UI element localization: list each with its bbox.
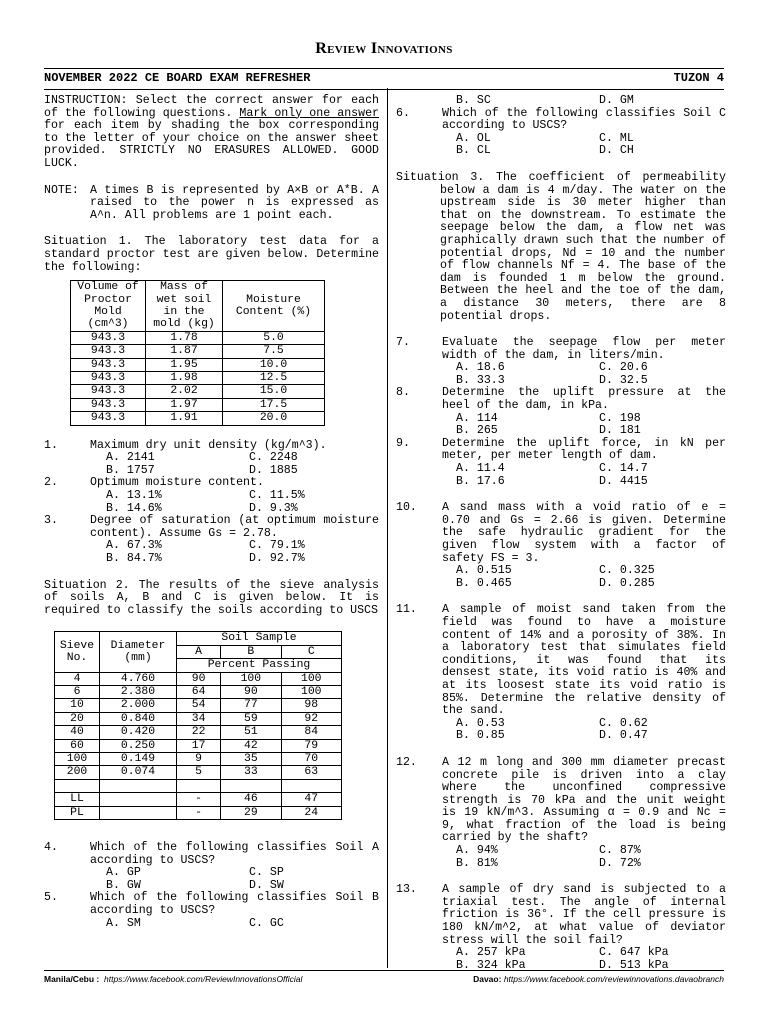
table-cell: 47 [281, 793, 341, 806]
table-row [71, 371, 325, 384]
question-number: 5. [44, 891, 58, 905]
question-text: Degree of saturation (at optimum moisture content). Assume Gs = 2.78. [90, 514, 379, 540]
table-cell [100, 779, 177, 792]
column-divider [387, 88, 388, 968]
table-cell: 40 [55, 726, 100, 739]
table-cell: 33 [221, 766, 281, 779]
choice-d[interactable]: D. GM [599, 94, 634, 107]
table-header: B [221, 645, 281, 658]
exam-title: NOVEMBER 2022 CE BOARD EXAM REFRESHER [44, 71, 311, 85]
footer [44, 970, 724, 984]
choice-b[interactable]: B. 324 kPa [456, 958, 526, 972]
choice-c[interactable]: C. 647 kPa [599, 946, 669, 960]
table-row [55, 752, 342, 765]
choice-b[interactable]: B. 33.3 [456, 373, 505, 387]
question-number: 7. [396, 336, 410, 350]
table-cell: - [177, 806, 221, 819]
table-cell: 1.78 [146, 331, 223, 344]
table-header: Sieve No. [55, 632, 100, 672]
questions-7-13 [396, 337, 726, 972]
question-number: 9. [396, 436, 410, 450]
table-cell: 5 [177, 766, 221, 779]
question-number: 6. [396, 106, 410, 120]
question [396, 387, 726, 437]
choice-b[interactable]: B. 14.6% [106, 501, 162, 515]
table-cell: 10 [55, 699, 100, 712]
table-cell: 2.380 [100, 685, 177, 698]
choice-a[interactable]: A. 94% [456, 844, 498, 858]
choice-d[interactable]: D. SW [249, 878, 284, 892]
table-header: Soil Sample [177, 632, 342, 645]
question-text: A sand mass with a void ratio of e = 0.70 and Gs = 2.66 is given. Determine the safe hydraulic gradient for the given flow system with a factor of safety FS = 3. [442, 501, 726, 565]
table-cell: 1.91 [146, 412, 223, 425]
table-cell: 1.95 [146, 358, 223, 371]
question-number: 3. [44, 514, 58, 528]
question-text: Which of the following classifies Soil B according to USCS? [90, 891, 379, 917]
table-cell: 92 [281, 712, 341, 725]
question [44, 842, 379, 892]
table-cell: 1.97 [146, 398, 223, 411]
table-cell: 51 [221, 726, 281, 739]
choice-a[interactable]: A. 13.1% [106, 488, 162, 502]
question [44, 477, 379, 515]
situation-3: Situation 3. The coefficient of permeability below a dam is 4 m/day. The water on the upstream side is 30 meter higher than that on the downstream. To estimate the seepage below the dam, a flow net was graphically drawn such that the number of potential drops, Nd = 10 and the number of flow channels Nf = 4. The base of the dam is founded 1 m below the ground. Between the heel and the toe of the dam, a distance 30 meters, there are 8 potential drops. [396, 170, 726, 323]
table-cell: 29 [221, 806, 281, 819]
table-row [71, 345, 325, 358]
question [44, 440, 379, 478]
footer-right-url[interactable]: https://www.facebook.com/reviewinnovations.davaobranch [503, 974, 724, 984]
table-cell: 84 [281, 726, 341, 739]
question-5-continued [396, 95, 726, 108]
choice-a[interactable]: A. 0.515 [456, 564, 512, 578]
question-text: A 12 m long and 300 mm diameter precast concrete pile is driven into a clay where the unconfined compressive strength is 70 kPa and the unit weight is 19 kN/m^3. Assuming α = 0.9 and Nc = 9, what fraction of the load is being carried by the shaft? [442, 755, 726, 845]
table-cell: 100 [221, 672, 281, 685]
choice-a[interactable]: A. 11.4 [456, 462, 505, 476]
questions-4-5 [44, 842, 379, 930]
choice-a[interactable]: A. OL [456, 131, 491, 145]
table-cell [100, 793, 177, 806]
question [396, 438, 726, 488]
question [396, 502, 726, 590]
question-text: A sample of moist sand taken from the field was found to have a moisture content of 14% and a porosity of 38%. In a laboratory test that simulates field conditions, it was found that its densest state, its void ratio is 40% and at its loosest state its void ratio is 85%. Determine the relative density of the sand. [442, 603, 726, 718]
table-cell: 24 [281, 806, 341, 819]
questions-1-3 [44, 440, 379, 566]
choice-d[interactable]: D. 0.47 [599, 729, 648, 743]
choice-b[interactable]: B. 81% [456, 856, 498, 870]
table-cell: 12.5 [223, 371, 325, 384]
choice-d[interactable]: D. 513 kPa [599, 958, 669, 972]
table-cell: 943.3 [71, 345, 146, 358]
note: NOTE: A times B is represented by A×B or A*B. A raised to the power n is expressed as A^n. All problems are 1 point each. [44, 183, 379, 222]
choice-d[interactable]: D. 181 [599, 424, 641, 438]
right-column [396, 95, 726, 972]
question [396, 108, 726, 158]
table-row [71, 412, 325, 425]
choice-c[interactable]: C. 2248 [249, 451, 298, 465]
table-row [71, 358, 325, 371]
table-cell: 100 [55, 752, 100, 765]
question [44, 515, 379, 565]
question-number: 10. [396, 501, 417, 515]
table-cell: 943.3 [71, 412, 146, 425]
choice-a[interactable]: A. 18.6 [456, 361, 505, 375]
table-cell: 54 [177, 699, 221, 712]
question [396, 604, 726, 743]
table-cell: 9 [177, 752, 221, 765]
footer-left-label: Manila/Cebu : [44, 974, 100, 984]
question-number: 4. [44, 841, 58, 854]
choice-d[interactable]: D. 32.5 [599, 373, 648, 387]
table-cell: 63 [281, 766, 341, 779]
choice-d[interactable]: D. 92.7% [249, 551, 305, 565]
table-row [55, 766, 342, 779]
table-cell: 35 [221, 752, 281, 765]
table-header: Mass of wet soil in the mold (kg) [146, 281, 223, 332]
table-cell: 0.074 [100, 766, 177, 779]
choice-c[interactable]: C. 87% [599, 844, 641, 858]
instruction: INSTRUCTION: Select the correct answer for each of the following questions. Mark only one answer for each item by shading the box corresponding to the letter of your choice on the answer sheet provided. STRICTLY NO ERASURES ALLOWED. GOOD LUCK. [44, 94, 379, 170]
choice-b[interactable]: B. 1757 [106, 463, 155, 477]
table-cell [55, 779, 100, 792]
table-cell: 60 [55, 739, 100, 752]
table-cell: 77 [221, 699, 281, 712]
left-column [44, 95, 379, 930]
table-cell: 98 [281, 699, 341, 712]
choice-a[interactable]: A. 257 kPa [456, 946, 526, 960]
table-cell: LL [55, 793, 100, 806]
situation-2: Situation 2. The results of the sieve analysis of soils A, B and C is given below. It is required to classify the soils according to USCS [44, 578, 379, 617]
question [396, 95, 726, 108]
table-cell: 59 [221, 712, 281, 725]
table-cell: 0.250 [100, 739, 177, 752]
table-cell: 70 [281, 752, 341, 765]
table-cell [281, 779, 341, 792]
choice-b[interactable]: B. GW [106, 878, 141, 892]
table-cell: 2.000 [100, 699, 177, 712]
table-row [55, 739, 342, 752]
table-cell: 17.5 [223, 398, 325, 411]
table-cell: 1.98 [146, 371, 223, 384]
table-header: Volume of Proctor Mold (cm^3) [71, 281, 146, 332]
table-row [55, 806, 342, 819]
question [396, 337, 726, 387]
question-number: 2. [44, 476, 58, 490]
table-cell: PL [55, 806, 100, 819]
table-cell: 64 [177, 685, 221, 698]
table-header: Diameter (mm) [100, 632, 177, 672]
choice-d[interactable]: D. 9.3% [249, 501, 298, 515]
situation-1: Situation 1. The laboratory test data for a standard proctor test are given below. Determine the following: [44, 235, 379, 274]
question-text: Which of the following classifies Soil A according to USCS? [90, 841, 379, 867]
choice-a[interactable]: A. 0.53 [456, 716, 505, 730]
choice-c[interactable]: C. 20.6 [599, 361, 648, 375]
table-row [55, 672, 342, 685]
question-number: 1. [44, 438, 58, 452]
table-cell: 22 [177, 726, 221, 739]
table-cell: 943.3 [71, 385, 146, 398]
table-cell: 100 [281, 672, 341, 685]
table-cell: 943.3 [71, 371, 146, 384]
question-text: Which of the following classifies Soil C according to USCS? [442, 106, 726, 133]
table-header-row [71, 281, 325, 332]
table-row [55, 779, 342, 792]
question-number: 12. [396, 755, 417, 769]
table-cell: 15.0 [223, 385, 325, 398]
question-text: Determine the uplift force, in kN per meter, per meter length of dam. [442, 436, 726, 463]
question-number: 13. [396, 883, 417, 897]
choice-b[interactable]: B. 17.6 [456, 474, 505, 488]
table-row [71, 398, 325, 411]
choice-b[interactable]: B. 0.85 [456, 729, 505, 743]
question-text: Maximum dry unit density (kg/m^3). [90, 438, 327, 452]
table-cell: 79 [281, 739, 341, 752]
table-cell: 20.0 [223, 412, 325, 425]
question-text: A sample of dry sand is subjected to a triaxial test. The angle of internal friction is 36°. If the cell pressure is 180 kN/m^2, at what value of deviator stress will the soil fail? [442, 883, 726, 947]
choice-b[interactable]: B. 0.465 [456, 576, 512, 590]
choice-c[interactable]: C. ML [599, 131, 634, 145]
table-row [71, 331, 325, 344]
table-cell: 943.3 [71, 398, 146, 411]
table-cell: 42 [221, 739, 281, 752]
table-header: C [281, 645, 341, 658]
choice-c[interactable]: C. 0.62 [599, 716, 648, 730]
table-cell: 2.02 [146, 385, 223, 398]
question [396, 757, 726, 870]
table-cell [221, 779, 281, 792]
choice-c[interactable]: C. 14.7 [599, 462, 648, 476]
choice-a[interactable]: A. SM [106, 916, 141, 930]
table-cell: 90 [177, 672, 221, 685]
choice-c[interactable]: C. 198 [599, 411, 641, 425]
table-cell: 6 [55, 685, 100, 698]
choice-a[interactable]: A. 67.3% [106, 539, 162, 553]
table-cell: 943.3 [71, 358, 146, 371]
choice-b[interactable]: B. 265 [456, 424, 498, 438]
table-cell: 0.840 [100, 712, 177, 725]
table-cell: 20 [55, 712, 100, 725]
table-row [55, 793, 342, 806]
table-header: Percent Passing [177, 659, 342, 672]
sieve-table [54, 631, 342, 820]
table-cell: 17 [177, 739, 221, 752]
header-bar [44, 68, 724, 90]
table-cell [100, 806, 177, 819]
choice-d[interactable]: D. 0.285 [599, 576, 655, 590]
table-header: Moisture Content (%) [223, 281, 325, 332]
choice-a[interactable]: A. 2141 [106, 451, 155, 465]
question [396, 884, 726, 972]
question-text: Evaluate the seepage flow per meter width of the dam, in liters/min. [442, 336, 726, 362]
choice-a[interactable]: A. 114 [456, 411, 498, 425]
table-cell: 7.5 [223, 345, 325, 358]
choice-b[interactable]: B. SC [456, 94, 491, 107]
table-cell: 4 [55, 672, 100, 685]
table-row [55, 712, 342, 725]
question-text: Optimum moisture content. [90, 476, 264, 490]
table-cell: 0.420 [100, 726, 177, 739]
question-number: 11. [396, 603, 417, 617]
table-row [55, 699, 342, 712]
choice-a[interactable]: A. GP [106, 866, 141, 880]
table-cell: 0.149 [100, 752, 177, 765]
question-text: Determine the uplift pressure at the heel of the dam, in kPa. [442, 386, 726, 413]
exam-code: TUZON 4 [673, 71, 724, 85]
choice-d[interactable]: D. 4415 [599, 474, 648, 488]
table-header: A [177, 645, 221, 658]
choice-c[interactable]: C. 11.5% [249, 488, 305, 502]
table-cell: 5.0 [223, 331, 325, 344]
choice-c[interactable]: C. 79.1% [249, 539, 305, 553]
choice-c[interactable]: C. SP [249, 866, 284, 880]
choice-d[interactable]: D. 72% [599, 856, 641, 870]
table-cell: 4.760 [100, 672, 177, 685]
question-6 [396, 108, 726, 158]
table-row [55, 685, 342, 698]
table-cell: 1.87 [146, 345, 223, 358]
table-row [55, 726, 342, 739]
table-cell [177, 779, 221, 792]
table-cell: 100 [281, 685, 341, 698]
table-cell: - [177, 793, 221, 806]
table-cell: 46 [221, 793, 281, 806]
table-cell: 200 [55, 766, 100, 779]
choice-c[interactable]: C. 0.325 [599, 564, 655, 578]
choice-b[interactable]: B. 84.7% [106, 551, 162, 565]
choice-c[interactable]: C. GC [249, 916, 284, 930]
page-title: Review Innovations [315, 40, 453, 57]
table-cell: 90 [221, 685, 281, 698]
proctor-table [70, 280, 325, 425]
footer-left-url[interactable]: https://www.facebook.com/ReviewInnovationsOfficial [104, 974, 303, 984]
question [44, 892, 379, 930]
table-cell: 943.3 [71, 331, 146, 344]
choice-b[interactable]: B. CL [456, 144, 491, 158]
question-number: 8. [396, 386, 410, 400]
table-row [71, 385, 325, 398]
table-cell: 34 [177, 712, 221, 725]
choice-d[interactable]: D. 1885 [249, 463, 298, 477]
choice-d[interactable]: D. CH [599, 144, 634, 158]
table-cell: 10.0 [223, 358, 325, 371]
footer-right-label: Davao: [473, 974, 502, 984]
